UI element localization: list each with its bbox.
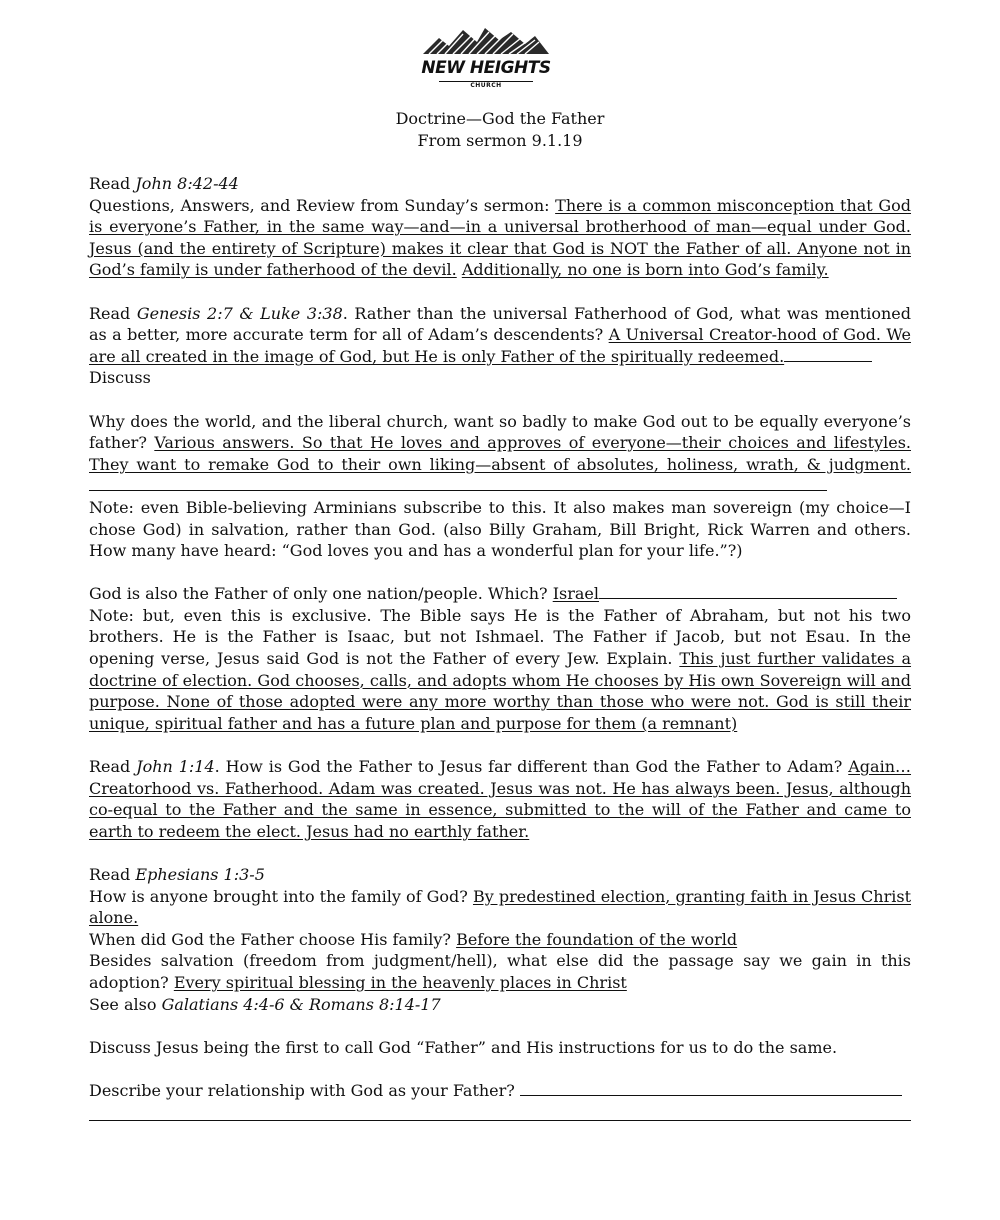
read-label: Read [89, 174, 136, 193]
read-label: Read [89, 865, 136, 884]
choose-question [89, 929, 911, 951]
answer-text: Various answers. So that He loves and approves of everyone—their choices and lifestyles. They want to remake God to their own liking—absent of absolutes, holiness, wrath, & judgment. [89, 433, 911, 474]
page-title [0, 108, 1000, 152]
discuss-father-prompt: Discuss Jesus being the first to call God “Father” and His instructions for us to do the same. [89, 1037, 838, 1057]
nation-question [89, 583, 911, 605]
read-label: Read [89, 303, 137, 323]
answer-text: There is a common misconception that God is everyone’s Father, in the same way—and—in a universal brotherhood of man—equal under God. Jesus (and the entirety of Scripture) makes it clear that God is NOT the Father of all. Anyone not in God’s family is under fatherhood of the devil. [89, 195, 912, 280]
worksheet-body [89, 173, 911, 1121]
scripture-ref: Ephesians 1:3-5 [135, 865, 265, 884]
answer-text: This just further validates a doctrine of election. God chooses, calls, and adopts whom He chooses by His own Sovereign will and purpose. None of those adopted were any more worthy than those who were not. God is still their unique, spiritual father and has a future plan and purpose for them (a remnant) [89, 649, 912, 733]
answer-text: Every spiritual blessing in the heavenly places in Christ [173, 972, 627, 992]
question-text: When did God the Father choose His family? [89, 929, 457, 949]
creatorhood-question [89, 303, 911, 368]
logo-subtitle: CHURCH [470, 82, 502, 89]
arminians-note: Note: even Bible-believing Arminians subscribe to this. It also makes man sovereign (my choice—I chose God) in salvation, rather than God. (also Billy Graham, Bill Bright, Rick Warren and others. How many have heard: “God loves you and has a wonderful plan for your life.”?) [89, 497, 911, 561]
question-text: God is also the Father of only one nation/people. Which? [89, 584, 553, 604]
title-line-2: From sermon 9.1.19 [417, 131, 583, 150]
answer-blank[interactable] [784, 360, 872, 362]
answer-blank[interactable] [599, 597, 897, 599]
scripture-ref: Galatians 4:4-6 & Romans 8:14-17 [161, 994, 441, 1014]
answer-text-2: Additionally, no one is born into God’s family. [461, 260, 829, 280]
mountain-logo-icon [419, 24, 553, 58]
answer-text: Before the foundation of the world [456, 929, 738, 949]
question-text: . How is God the Father to Jesus far different than God the Father to Adam? [214, 757, 849, 777]
answer-line[interactable] [89, 1102, 911, 1121]
church-logo [419, 24, 553, 98]
answer-blank[interactable] [89, 489, 827, 491]
scripture-ref: Genesis 2:7 & Luke 3:38 [136, 303, 343, 323]
title-line-1: Doctrine—God the Father [395, 109, 605, 128]
family-question [89, 886, 911, 929]
note-text: Note: but, even this is exclusive. The Bible says He is the Father of Abraham, but not his two brothers. He is the Father is Isaac, but not Ishmael. The Father if Jacob, but not Esau. In the opening verse, Jesus said God is not the Father of every Jew. Explain. [89, 605, 911, 669]
answer-text: Israel [552, 584, 600, 604]
misconception-question [89, 195, 911, 281]
liberal-church-question [89, 411, 911, 497]
see-also-label: See also [89, 994, 162, 1014]
question-text: Besides salvation (freedom from judgment/hell), what else did the passage say we gain in this adoption? [89, 951, 911, 992]
scripture-ref: John 1:14 [136, 757, 215, 777]
logo-wordmark: NEW HEIGHTS [421, 58, 551, 78]
see-also [89, 994, 911, 1016]
answer-text: By predestined election, granting faith in Jesus Christ alone. [89, 886, 912, 928]
answer-text: A Universal Creator-hood of God. We are all created in the image of God, but He is only Father of the spiritually redeemed. [89, 325, 911, 366]
question-text: . Rather than the universal Fatherhood of God, what was mentioned as a better, more accurate term for all of Adam’s descendents? [89, 303, 912, 345]
relationship-question [89, 1080, 911, 1102]
answer-blank[interactable] [520, 1094, 902, 1096]
question-text: Questions, Answers, and Review from Sunday’s sermon: [89, 195, 556, 215]
answer-text: Again…Creatorhood vs. Fatherhood. Adam was created. Jesus was not. He has always been. Jesus, although co-equal to the Father and the same in essence, submitted to the will of the Father and came to earth to redeem the elect. Jesus had no earthly father. [89, 757, 912, 841]
election-note [89, 605, 911, 735]
adoption-question [89, 950, 911, 993]
read-label: Read [89, 757, 137, 777]
read-ephesians [89, 864, 911, 886]
read-john-8 [89, 173, 911, 195]
discuss-label: Discuss [89, 368, 151, 388]
scripture-ref: John 8:42-44 [135, 174, 239, 193]
question-text: Why does the world, and the liberal church, want so badly to make God out to be equally everyone’s father? [89, 411, 911, 453]
jesus-adam-question [89, 756, 911, 842]
question-text: How is anyone brought into the family of God? [89, 886, 473, 906]
question-text: Describe your relationship with God as your Father? [89, 1080, 520, 1100]
